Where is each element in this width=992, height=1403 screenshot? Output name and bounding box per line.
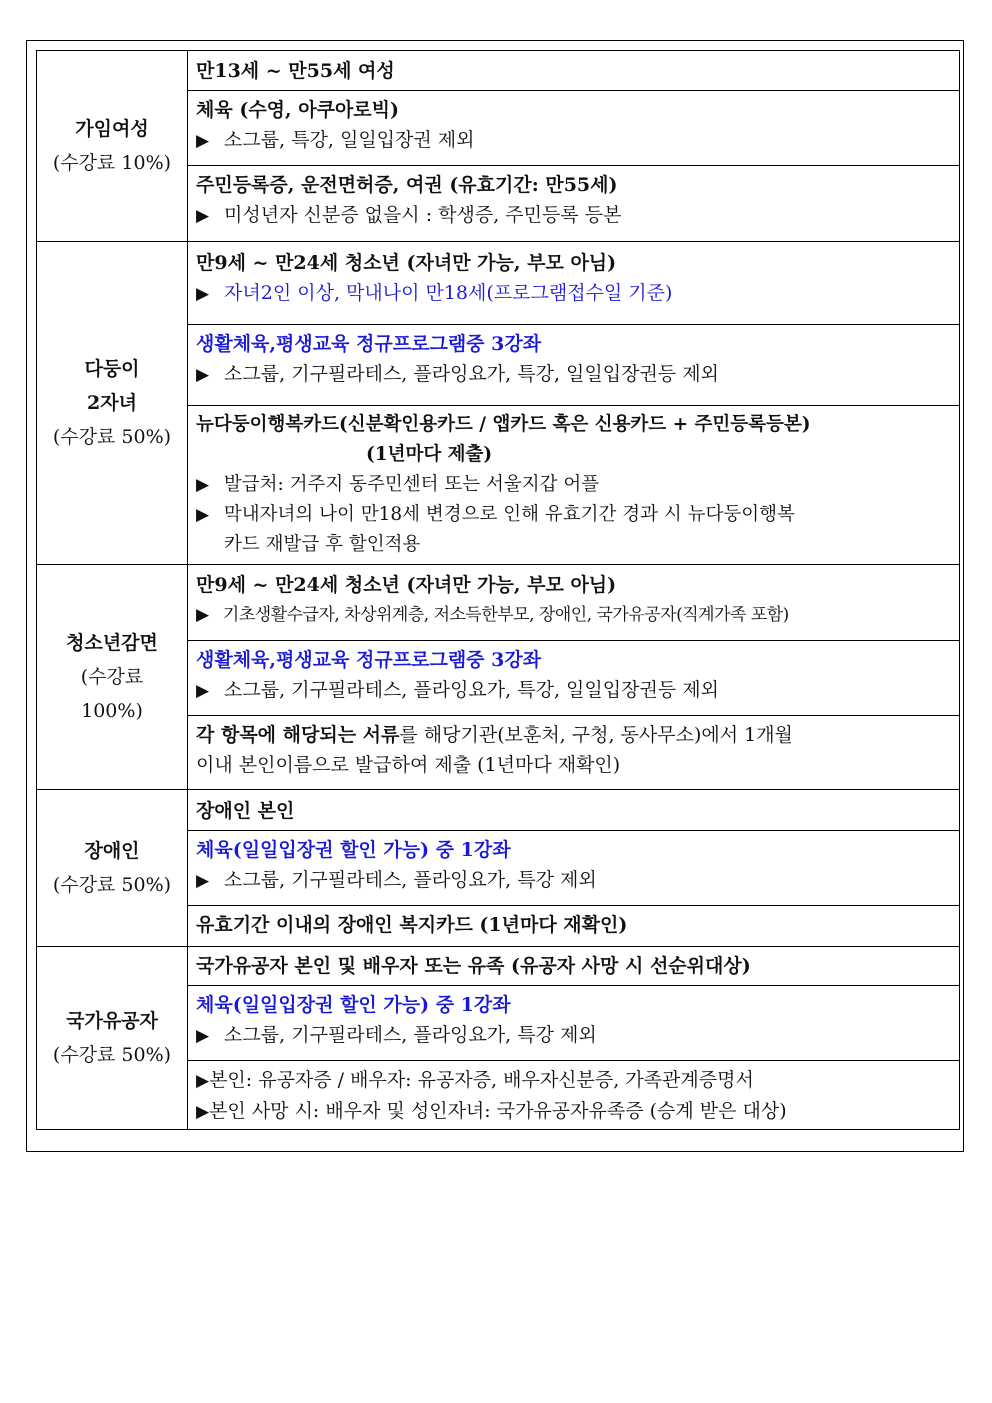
category-cell [37, 947, 188, 1130]
category-name: 국가유공자 [66, 1010, 158, 1032]
eligibility-note: ▶ 자녀2인 이상, 막내나이 만18세(프로그램접수일 기준) [196, 278, 951, 309]
category-fee: (수강료 50%) [52, 874, 172, 896]
document-block [188, 406, 959, 562]
eligibility-block [188, 566, 959, 641]
category-name: 다둥이 [84, 358, 140, 380]
document-block [188, 716, 959, 788]
category-name-2: 2자녀 [87, 392, 137, 414]
eligibility: 만13세 ~ 만55세 여성 [188, 52, 959, 91]
bullet-icon: ▶ [196, 681, 210, 701]
bullet-icon: ▶ [196, 131, 210, 151]
category-name: 가임여성 [75, 118, 149, 140]
program-block [188, 641, 959, 716]
detail-cell [188, 790, 960, 947]
bullet-icon: ▶ [196, 505, 210, 525]
category-fee: (수강료 10%) [52, 152, 172, 174]
document-line-2: ▶본인 사망 시: 배우자 및 성인자녀: 국가유공자유족증 (승계 받은 대상) [196, 1100, 787, 1122]
program: 체육 (수영, 아쿠아로빅) [196, 99, 400, 121]
category-fee: (수강료 50%) [52, 1044, 172, 1066]
program-note: ▶ 소그룹, 기구필라테스, 플라잉요가, 특강 제외 [196, 865, 951, 896]
document-note: ▶ 막내자녀의 나이 만18세 변경으로 인해 유효기간 경과 시 뉴다둥이행복 [196, 500, 951, 530]
eligibility: 장애인 본인 [188, 792, 959, 831]
bullet-icon: ▶ [196, 365, 210, 385]
category-name: 장애인 [84, 840, 140, 862]
program-note: ▶ 소그룹, 기구필라테스, 플라잉요가, 특강, 일일입장권등 제외 [196, 359, 951, 390]
detail-cell [188, 51, 960, 242]
detail-cell [188, 242, 960, 565]
table-row [37, 51, 960, 242]
eligibility: 만9세 ~ 만24세 청소년 (자녀만 가능, 부모 아님) [196, 252, 617, 274]
program: 체육(일일입장권 할인 가능) 중 1강좌 [196, 839, 511, 861]
table-row [37, 947, 960, 1130]
program: 생활체육,평생교육 정규프로그램중 3강좌 [196, 333, 542, 355]
document-block [188, 166, 959, 240]
document: 유효기간 이내의 장애인 복지카드 (1년마다 재확인) [196, 914, 628, 936]
category-cell [37, 242, 188, 565]
discount-table [36, 50, 960, 1130]
eligibility: 국가유공자 본인 및 배우자 또는 유족 (유공자 사망 시 선순위대상) [188, 947, 959, 986]
program-block [188, 831, 959, 906]
program-note: ▶ 소그룹, 기구필라테스, 플라잉요가, 특강, 일일입장권등 제외 [196, 675, 951, 706]
document-cont: (1년마다 제출) [366, 444, 493, 465]
eligibility-block [188, 244, 959, 325]
program-note: ▶ 소그룹, 특강, 일일입장권 제외 [196, 125, 951, 156]
program: 체육(일일입장권 할인 가능) 중 1강좌 [196, 994, 511, 1016]
category-cell [37, 790, 188, 947]
program-block [188, 986, 959, 1061]
document: 각 항목에 해당되는 서류를 해당기관(보훈처, 구청, 동사무소)에서 1개월 [196, 724, 793, 746]
table-row [37, 242, 960, 565]
category-cell [37, 565, 188, 790]
document-note: ▶ 미성년자 신분증 없을시 : 학생증, 주민등록 등본 [196, 200, 951, 231]
category-cell [37, 51, 188, 242]
bullet-icon: ▶ [196, 871, 210, 891]
eligibility-note: ▶ 기초생활수급자, 차상위계층, 저소득한부모, 장애인, 국가유공자(직계가족 포함) [196, 600, 951, 630]
bullet-icon: ▶ [196, 1026, 210, 1046]
category-fee: (수강료 [80, 666, 144, 688]
eligibility: 만9세 ~ 만24세 청소년 (자녀만 가능, 부모 아님) [196, 574, 617, 596]
bullet-icon: ▶ [196, 206, 210, 226]
document: 주민등록증, 운전면허증, 여권 (유효기간: 만55세) [196, 174, 618, 196]
table-row [37, 790, 960, 947]
document-note-cont: 카드 재발급 후 할인적용 [224, 534, 421, 555]
document-line-2: 이내 본인이름으로 발급하여 제출 (1년마다 재확인) [196, 754, 621, 776]
category-name: 청소년감면 [66, 632, 158, 654]
category-fee: (수강료 50%) [52, 426, 172, 448]
program-block [188, 325, 959, 406]
bullet-icon: ▶ [196, 1071, 210, 1091]
document-note: ▶ 발급처: 거주지 동주민센터 또는 서울지갑 어플 [196, 470, 951, 500]
program-block [188, 91, 959, 166]
program-note: ▶ 소그룹, 기구필라테스, 플라잉요가, 특강 제외 [196, 1020, 951, 1051]
detail-cell [188, 565, 960, 790]
bullet-icon: ▶ [196, 284, 210, 304]
table-row [37, 565, 960, 790]
bullet-icon: ▶ [196, 475, 210, 495]
document-block [188, 1061, 959, 1129]
category-fee-2: 100%) [81, 700, 143, 722]
program: 생활체육,평생교육 정규프로그램중 3강좌 [196, 649, 542, 671]
bullet-icon: ▶ [196, 1102, 210, 1122]
bullet-icon: ▶ [196, 605, 209, 625]
document-line-1: ▶본인: 유공자증 / 배우자: 유공자증, 배우자신분증, 가족관계증명서 [196, 1069, 754, 1091]
document: 뉴다둥이행복카드(신분확인용카드 / 앱카드 혹은 신용카드 + 주민등록등본) [196, 414, 811, 435]
detail-cell [188, 947, 960, 1130]
